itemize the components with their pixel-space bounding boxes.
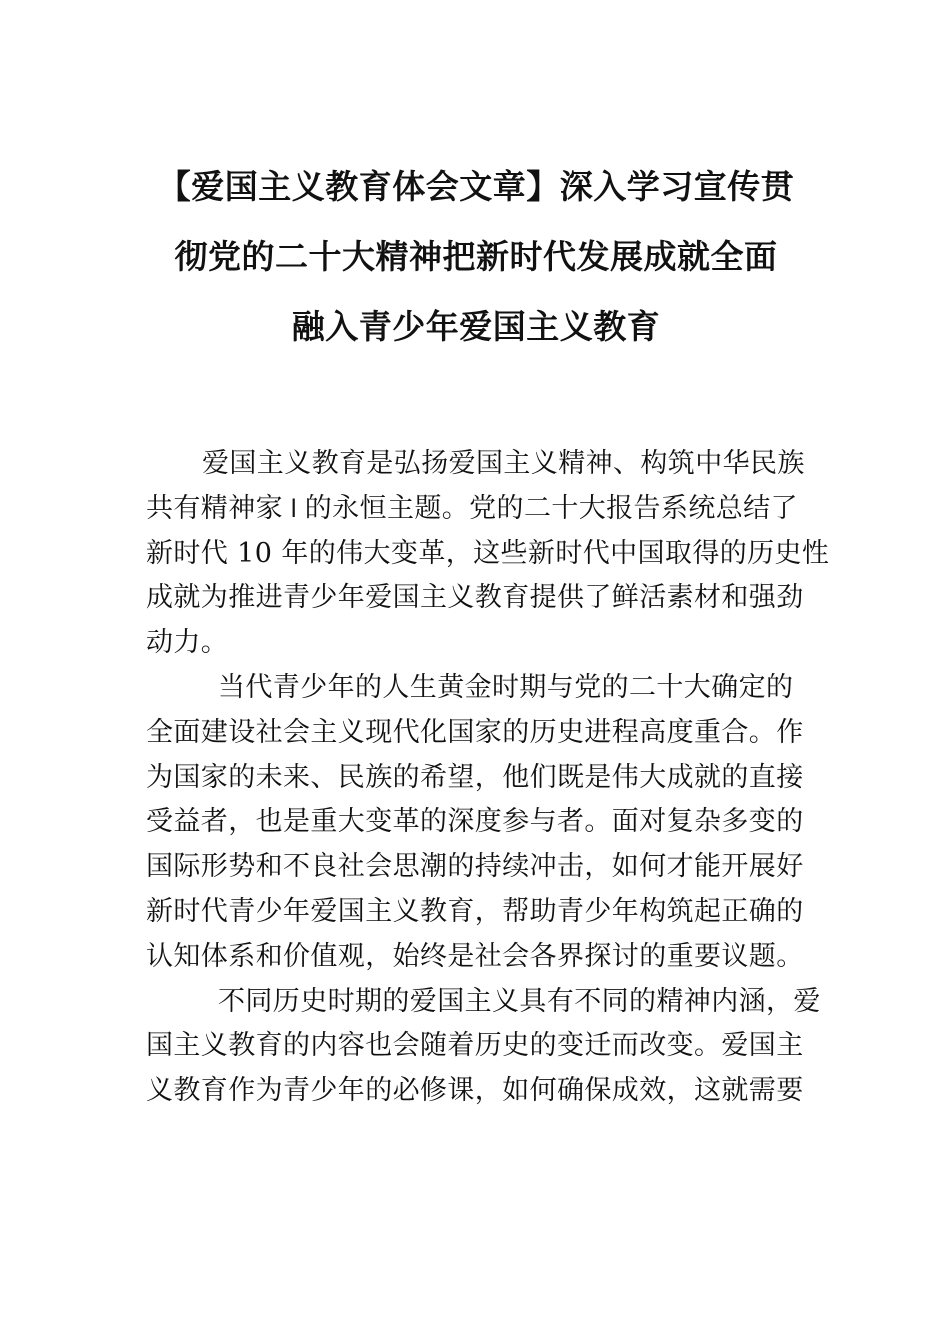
paragraph-1-line: 新时代 10 年的伟大变革，这些新时代中国取得的历史性 xyxy=(146,537,830,569)
paragraph-1-line: 成就为推进青少年爱国主义教育提供了鲜活素材和强劲 xyxy=(146,582,804,614)
paragraph-3-line: 不同历史时期的爱国主义具有不同的精神内涵，爱 xyxy=(218,985,821,1017)
paragraph-2-line: 认知体系和价值观，始终是社会各界探讨的重要议题。 xyxy=(146,940,804,972)
paragraph-2-line: 新时代青少年爱国主义教育，帮助青少年构筑起正确的 xyxy=(146,895,804,927)
paragraph-2-line: 国际形势和不良社会思潮的持续冲击，如何才能开展好 xyxy=(146,851,804,883)
title-line-3: 融入青少年爱国主义教育 xyxy=(291,307,661,346)
paragraph-2-line: 为国家的未来、民族的希望，他们既是伟大成就的直接 xyxy=(146,761,804,793)
title-line-2: 彻党的二十大精神把新时代发展成就全面 xyxy=(174,237,778,276)
paragraph-2 xyxy=(146,666,808,980)
document-title xyxy=(146,152,806,362)
paragraph-1-line: 共有精神家⏽的永恒主题。党的二十大报告系统总结了 xyxy=(146,492,798,524)
document-body xyxy=(146,442,830,1114)
paragraph-1 xyxy=(146,442,830,666)
paragraph-3-line: 国主义教育的内容也会随着历史的变迁而改变。爱国主 xyxy=(146,1030,804,1062)
paragraph-3-line: 义教育作为青少年的必修课，如何确保成效，这就需要 xyxy=(146,1075,804,1107)
paragraph-2-line: 受益者，也是重大变革的深度参与者。面对复杂多变的 xyxy=(146,806,804,838)
paragraph-2-line: 当代青少年的人生黄金时期与党的二十大确定的 xyxy=(218,671,794,703)
paragraph-2-line: 全面建设社会主义现代化国家的历史进程高度重合。作 xyxy=(146,716,804,748)
title-line-1: 【爱国主义教育体会文章】深入学习宣传贯 xyxy=(157,167,795,206)
paragraph-1-line: 爱国主义教育是弘扬爱国主义精神、构筑中华民族 xyxy=(202,448,805,479)
paragraph-3 xyxy=(146,980,821,1114)
paragraph-1-line: 动力。 xyxy=(146,627,229,659)
